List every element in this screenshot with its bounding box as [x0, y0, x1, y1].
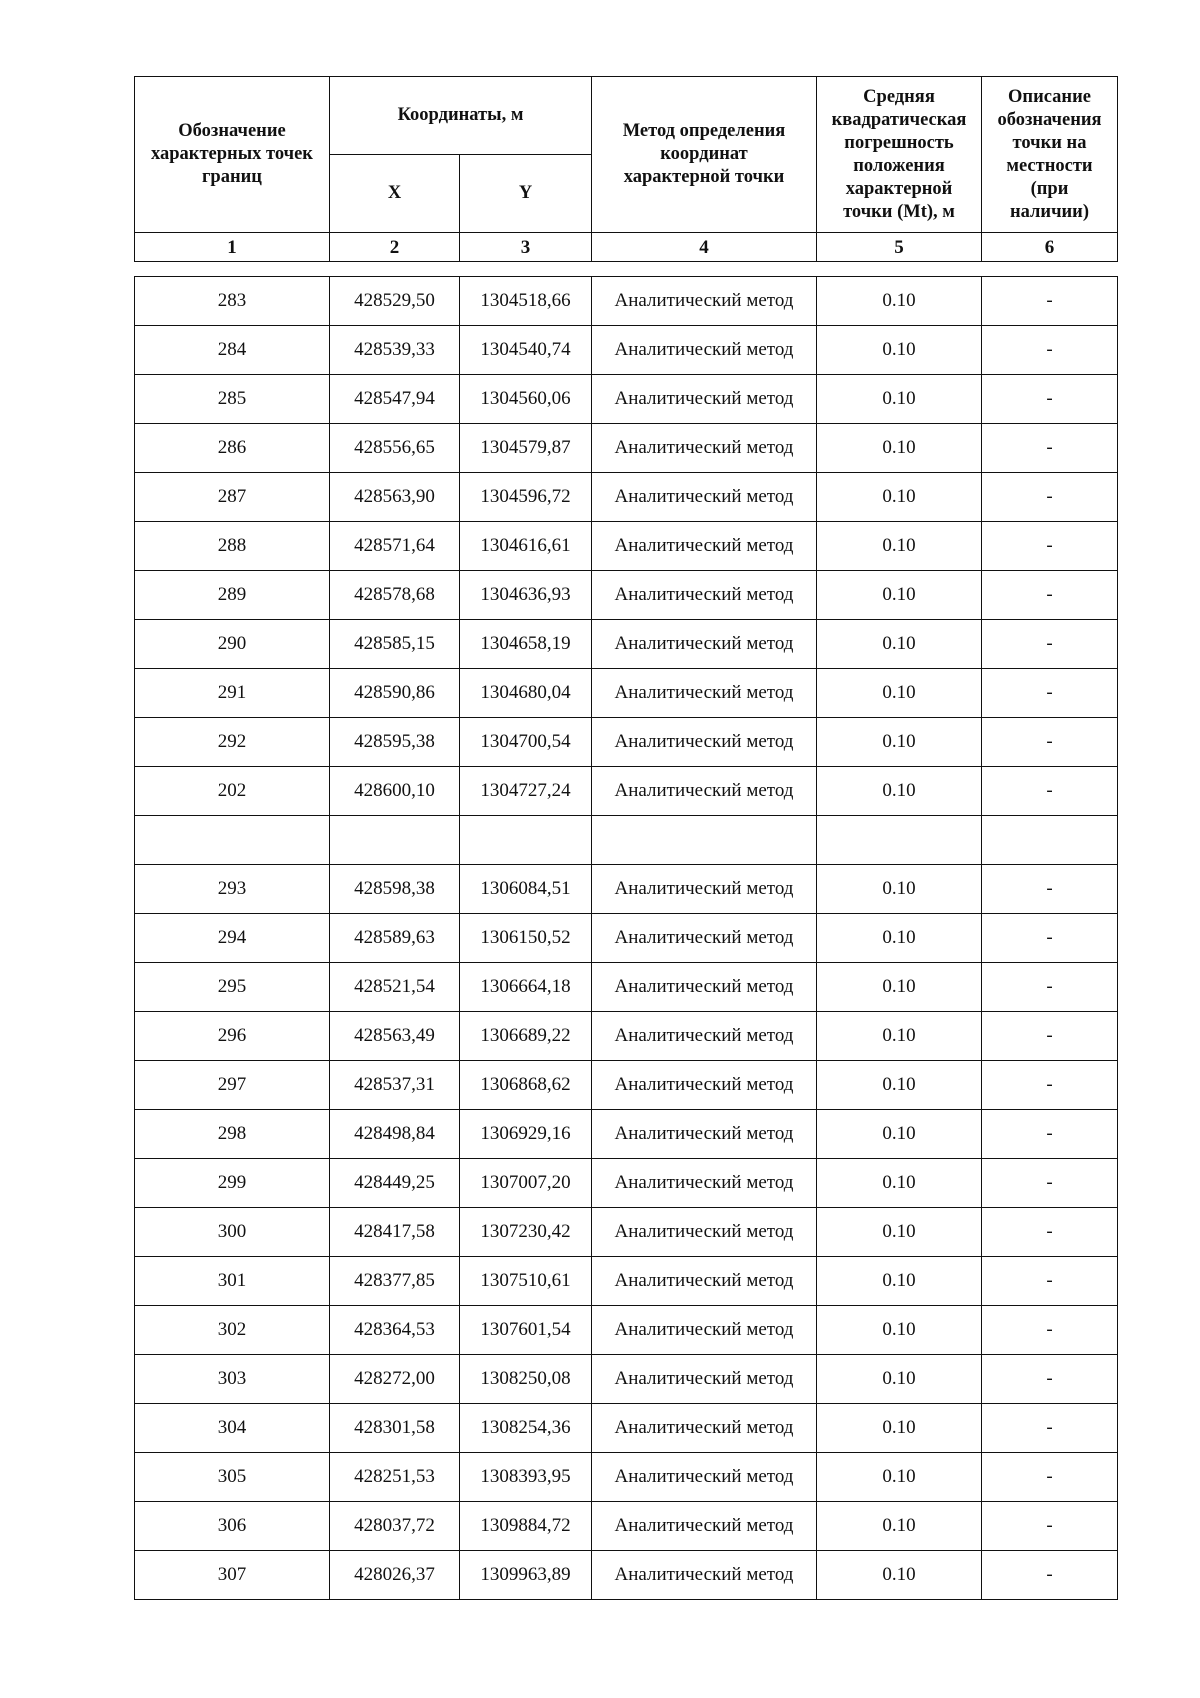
x-coordinate-cell: 428521,54: [330, 963, 460, 1012]
mt-error-cell: 0.10: [817, 424, 982, 473]
table-header: [135, 77, 1118, 277]
description-cell: -: [982, 1110, 1118, 1159]
x-coordinate-cell: 428529,50: [330, 277, 460, 326]
table-row: [135, 277, 1118, 326]
point-id-cell: 283: [135, 277, 330, 326]
description-cell: -: [982, 718, 1118, 767]
x-coordinate-cell: 428251,53: [330, 1453, 460, 1502]
table-row: [135, 767, 1118, 816]
point-id-cell: 306: [135, 1502, 330, 1551]
point-id-cell: 298: [135, 1110, 330, 1159]
mt-error-cell: 0.10: [817, 1208, 982, 1257]
coordinates-table: [134, 76, 1118, 1600]
x-coordinate-cell: 428377,85: [330, 1257, 460, 1306]
point-id-cell: 299: [135, 1159, 330, 1208]
mt-error-cell: [817, 816, 982, 865]
mt-error-cell: 0.10: [817, 767, 982, 816]
column-number: 1: [135, 233, 330, 262]
description-cell: -: [982, 865, 1118, 914]
table-row: [135, 620, 1118, 669]
method-cell: Аналитический метод: [592, 1012, 817, 1061]
x-coordinate-cell: 428595,38: [330, 718, 460, 767]
method-cell: Аналитический метод: [592, 620, 817, 669]
point-id-cell: 295: [135, 963, 330, 1012]
mt-error-cell: 0.10: [817, 1159, 982, 1208]
y-coordinate-cell: 1304540,74: [460, 326, 592, 375]
table-row: [135, 326, 1118, 375]
method-cell: Аналитический метод: [592, 1110, 817, 1159]
mt-error-cell: 0.10: [817, 1110, 982, 1159]
point-id-cell: 302: [135, 1306, 330, 1355]
x-coordinate-cell: 428563,90: [330, 473, 460, 522]
column-number: 2: [330, 233, 460, 262]
mt-error-cell: 0.10: [817, 718, 982, 767]
method-cell: Аналитический метод: [592, 767, 817, 816]
point-id-cell: 303: [135, 1355, 330, 1404]
header-y: Y: [460, 155, 592, 233]
mt-error-cell: 0.10: [817, 473, 982, 522]
spacer-cell: [135, 262, 1118, 277]
description-cell: -: [982, 963, 1118, 1012]
point-id-cell: 293: [135, 865, 330, 914]
y-coordinate-cell: 1304518,66: [460, 277, 592, 326]
method-cell: Аналитический метод: [592, 1208, 817, 1257]
method-cell: Аналитический метод: [592, 424, 817, 473]
table-row: [135, 1502, 1118, 1551]
y-coordinate-cell: 1304658,19: [460, 620, 592, 669]
mt-error-cell: 0.10: [817, 522, 982, 571]
table-row: [135, 1355, 1118, 1404]
method-cell: [592, 816, 817, 865]
header-spacer: [135, 262, 1118, 277]
table-row: [135, 914, 1118, 963]
x-coordinate-cell: 428590,86: [330, 669, 460, 718]
description-cell: -: [982, 1257, 1118, 1306]
method-cell: Аналитический метод: [592, 1502, 817, 1551]
header-coordinates: Координаты, м: [330, 77, 592, 155]
table-row: [135, 1257, 1118, 1306]
point-id-cell: 287: [135, 473, 330, 522]
x-coordinate-cell: 428598,38: [330, 865, 460, 914]
header-description: Описание обозначения точки на местности (при наличии): [982, 77, 1118, 233]
point-id-cell: 294: [135, 914, 330, 963]
y-coordinate-cell: 1304700,54: [460, 718, 592, 767]
x-coordinate-cell: 428585,15: [330, 620, 460, 669]
description-cell: -: [982, 1551, 1118, 1600]
column-number: 4: [592, 233, 817, 262]
mt-error-cell: 0.10: [817, 669, 982, 718]
description-cell: -: [982, 571, 1118, 620]
x-coordinate-cell: 428547,94: [330, 375, 460, 424]
point-id-cell: 297: [135, 1061, 330, 1110]
header-x: X: [330, 155, 460, 233]
x-coordinate-cell: 428037,72: [330, 1502, 460, 1551]
table-row: [135, 1551, 1118, 1600]
mt-error-cell: 0.10: [817, 1453, 982, 1502]
description-cell: -: [982, 620, 1118, 669]
table-row: [135, 1159, 1118, 1208]
x-coordinate-cell: 428417,58: [330, 1208, 460, 1257]
y-coordinate-cell: 1309884,72: [460, 1502, 592, 1551]
column-number: 5: [817, 233, 982, 262]
description-cell: -: [982, 1061, 1118, 1110]
x-coordinate-cell: 428589,63: [330, 914, 460, 963]
description-cell: -: [982, 1453, 1118, 1502]
method-cell: Аналитический метод: [592, 865, 817, 914]
method-cell: Аналитический метод: [592, 277, 817, 326]
y-coordinate-cell: 1308393,95: [460, 1453, 592, 1502]
point-id-cell: 305: [135, 1453, 330, 1502]
y-coordinate-cell: 1304636,93: [460, 571, 592, 620]
mt-error-cell: 0.10: [817, 1257, 982, 1306]
y-coordinate-cell: 1307510,61: [460, 1257, 592, 1306]
mt-error-cell: 0.10: [817, 1551, 982, 1600]
point-id-cell: 304: [135, 1404, 330, 1453]
y-coordinate-cell: 1304560,06: [460, 375, 592, 424]
method-cell: Аналитический метод: [592, 1551, 817, 1600]
x-coordinate-cell: 428301,58: [330, 1404, 460, 1453]
table-row: [135, 1012, 1118, 1061]
y-coordinate-cell: 1308254,36: [460, 1404, 592, 1453]
y-coordinate-cell: 1306150,52: [460, 914, 592, 963]
point-id-cell: 307: [135, 1551, 330, 1600]
point-id-cell: 301: [135, 1257, 330, 1306]
y-coordinate-cell: 1306689,22: [460, 1012, 592, 1061]
point-id-cell: 290: [135, 620, 330, 669]
method-cell: Аналитический метод: [592, 1355, 817, 1404]
description-cell: -: [982, 1012, 1118, 1061]
table-row: [135, 718, 1118, 767]
description-cell: -: [982, 1355, 1118, 1404]
mt-error-cell: 0.10: [817, 1306, 982, 1355]
table-row: [135, 571, 1118, 620]
x-coordinate-cell: 428537,31: [330, 1061, 460, 1110]
mt-error-cell: 0.10: [817, 865, 982, 914]
method-cell: Аналитический метод: [592, 571, 817, 620]
mt-error-cell: 0.10: [817, 620, 982, 669]
description-cell: -: [982, 1306, 1118, 1355]
header-designation: Обозначение характерных точек границ: [135, 77, 330, 233]
column-number: 3: [460, 233, 592, 262]
point-id-cell: 284: [135, 326, 330, 375]
description-cell: -: [982, 767, 1118, 816]
method-cell: Аналитический метод: [592, 1159, 817, 1208]
mt-error-cell: 0.10: [817, 1404, 982, 1453]
table-row: [135, 1404, 1118, 1453]
point-id-cell: [135, 816, 330, 865]
description-cell: -: [982, 375, 1118, 424]
point-id-cell: 285: [135, 375, 330, 424]
description-cell: -: [982, 1159, 1118, 1208]
y-coordinate-cell: 1306664,18: [460, 963, 592, 1012]
column-number: 6: [982, 233, 1118, 262]
method-cell: Аналитический метод: [592, 718, 817, 767]
method-cell: Аналитический метод: [592, 1453, 817, 1502]
point-id-cell: 296: [135, 1012, 330, 1061]
y-coordinate-cell: 1307601,54: [460, 1306, 592, 1355]
x-coordinate-cell: 428449,25: [330, 1159, 460, 1208]
description-cell: -: [982, 1404, 1118, 1453]
table-row: [135, 669, 1118, 718]
point-id-cell: 300: [135, 1208, 330, 1257]
table-body: [135, 277, 1118, 1600]
table-row: [135, 1061, 1118, 1110]
x-coordinate-cell: 428563,49: [330, 1012, 460, 1061]
y-coordinate-cell: 1304596,72: [460, 473, 592, 522]
point-id-cell: 291: [135, 669, 330, 718]
table-row: [135, 522, 1118, 571]
point-id-cell: 292: [135, 718, 330, 767]
mt-error-cell: 0.10: [817, 326, 982, 375]
method-cell: Аналитический метод: [592, 1306, 817, 1355]
method-cell: Аналитический метод: [592, 473, 817, 522]
table-row: [135, 375, 1118, 424]
point-id-cell: 202: [135, 767, 330, 816]
y-coordinate-cell: 1306084,51: [460, 865, 592, 914]
y-coordinate-cell: 1307230,42: [460, 1208, 592, 1257]
table-row: [135, 865, 1118, 914]
description-cell: -: [982, 424, 1118, 473]
y-coordinate-cell: 1304616,61: [460, 522, 592, 571]
y-coordinate-cell: 1304727,24: [460, 767, 592, 816]
mt-error-cell: 0.10: [817, 1061, 982, 1110]
x-coordinate-cell: 428272,00: [330, 1355, 460, 1404]
method-cell: Аналитический метод: [592, 1404, 817, 1453]
method-cell: Аналитический метод: [592, 326, 817, 375]
description-cell: -: [982, 326, 1118, 375]
description-cell: -: [982, 669, 1118, 718]
table-row: [135, 473, 1118, 522]
y-coordinate-cell: 1304680,04: [460, 669, 592, 718]
y-coordinate-cell: [460, 816, 592, 865]
y-coordinate-cell: 1304579,87: [460, 424, 592, 473]
method-cell: Аналитический метод: [592, 914, 817, 963]
x-coordinate-cell: 428498,84: [330, 1110, 460, 1159]
table-row: [135, 816, 1118, 865]
table-row: [135, 424, 1118, 473]
point-id-cell: 288: [135, 522, 330, 571]
description-cell: -: [982, 522, 1118, 571]
mt-error-cell: 0.10: [817, 277, 982, 326]
mt-error-cell: 0.10: [817, 1355, 982, 1404]
table-row: [135, 963, 1118, 1012]
x-coordinate-cell: 428571,64: [330, 522, 460, 571]
method-cell: Аналитический метод: [592, 1061, 817, 1110]
mt-error-cell: 0.10: [817, 1502, 982, 1551]
method-cell: Аналитический метод: [592, 963, 817, 1012]
y-coordinate-cell: 1307007,20: [460, 1159, 592, 1208]
y-coordinate-cell: 1306929,16: [460, 1110, 592, 1159]
x-coordinate-cell: 428364,53: [330, 1306, 460, 1355]
table-row: [135, 1453, 1118, 1502]
description-cell: -: [982, 914, 1118, 963]
header-method: Метод определения координат характерной точки: [592, 77, 817, 233]
x-coordinate-cell: [330, 816, 460, 865]
description-cell: -: [982, 1208, 1118, 1257]
mt-error-cell: 0.10: [817, 963, 982, 1012]
y-coordinate-cell: 1309963,89: [460, 1551, 592, 1600]
description-cell: -: [982, 473, 1118, 522]
y-coordinate-cell: 1308250,08: [460, 1355, 592, 1404]
table-row: [135, 1208, 1118, 1257]
mt-error-cell: 0.10: [817, 375, 982, 424]
x-coordinate-cell: 428578,68: [330, 571, 460, 620]
table-row: [135, 1110, 1118, 1159]
method-cell: Аналитический метод: [592, 669, 817, 718]
table-row: [135, 1306, 1118, 1355]
method-cell: Аналитический метод: [592, 1257, 817, 1306]
description-cell: -: [982, 1502, 1118, 1551]
point-id-cell: 289: [135, 571, 330, 620]
method-cell: Аналитический метод: [592, 522, 817, 571]
y-coordinate-cell: 1306868,62: [460, 1061, 592, 1110]
description-cell: -: [982, 277, 1118, 326]
x-coordinate-cell: 428600,10: [330, 767, 460, 816]
mt-error-cell: 0.10: [817, 914, 982, 963]
mt-error-cell: 0.10: [817, 571, 982, 620]
point-id-cell: 286: [135, 424, 330, 473]
x-coordinate-cell: 428539,33: [330, 326, 460, 375]
column-number-row: [135, 233, 1118, 262]
x-coordinate-cell: 428026,37: [330, 1551, 460, 1600]
description-cell: [982, 816, 1118, 865]
x-coordinate-cell: 428556,65: [330, 424, 460, 473]
mt-error-cell: 0.10: [817, 1012, 982, 1061]
header-error: Средняя квадратическая погрешность положения характерной точки (Mt), м: [817, 77, 982, 233]
method-cell: Аналитический метод: [592, 375, 817, 424]
